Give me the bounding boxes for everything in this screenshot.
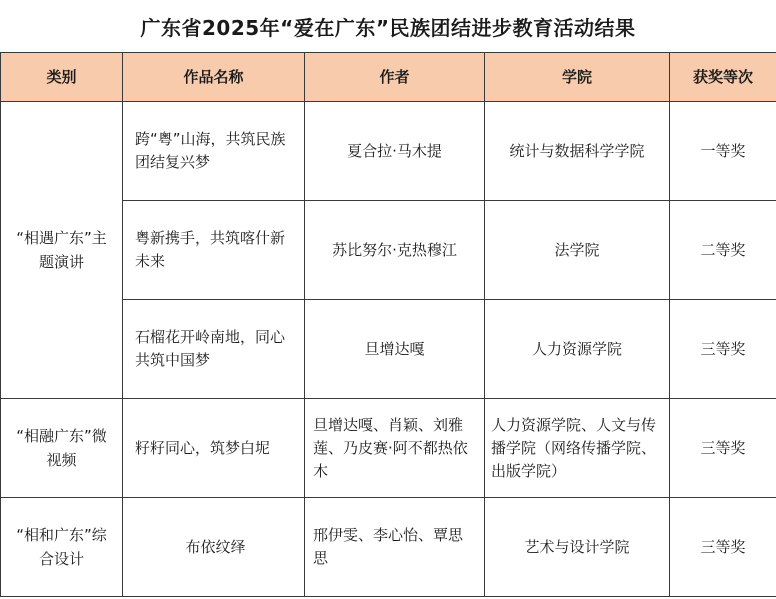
header-award: 获奖等次: [670, 53, 776, 102]
author-cell: 苏比努尔·克热穆江: [305, 201, 485, 300]
author-cell: 旦增达嘎、肖颖、刘雅莲、乃皮赛·阿不都热依木: [305, 399, 485, 498]
work-cell: 石榴花开岭南地，同心共筑中国梦: [123, 300, 305, 399]
author-cell: 邢伊雯、李心怡、覃思思: [305, 498, 485, 597]
author-cell: 夏合拉·马木提: [305, 102, 485, 201]
work-cell: 粤新携手，共筑喀什新未来: [123, 201, 305, 300]
award-cell: 一等奖: [670, 102, 776, 201]
award-cell: 二等奖: [670, 201, 776, 300]
results-table: [0, 52, 776, 597]
category-cell: “相和广东”综合设计: [1, 498, 123, 597]
table-row: [1, 498, 776, 597]
table-row: [1, 102, 776, 201]
table-header-row: [1, 53, 776, 102]
header-school: 学院: [485, 53, 670, 102]
header-category: 类别: [1, 53, 123, 102]
page-title: 广东省2025年“爱在广东”民族团结进步教育活动结果: [140, 15, 636, 40]
work-cell: 布依纹绎: [123, 498, 305, 597]
award-cell: 三等奖: [670, 498, 776, 597]
author-cell: 旦增达嘎: [305, 300, 485, 399]
category-cell: “相融广东”微视频: [1, 399, 123, 498]
work-cell: 籽籽同心，筑梦白坭: [123, 399, 305, 498]
school-cell: 人力资源学院: [485, 300, 670, 399]
header-work: 作品名称: [123, 53, 305, 102]
school-cell: 统计与数据科学学院: [485, 102, 670, 201]
category-cell: “相遇广东”主题演讲: [1, 102, 123, 399]
school-cell: 人力资源学院、人文与传播学院（网络传播学院、出版学院）: [485, 399, 670, 498]
work-cell: 跨“粤”山海，共筑民族团结复兴梦: [123, 102, 305, 201]
school-cell: 法学院: [485, 201, 670, 300]
table-row: [1, 399, 776, 498]
header-author: 作者: [305, 53, 485, 102]
award-cell: 三等奖: [670, 300, 776, 399]
school-cell: 艺术与设计学院: [485, 498, 670, 597]
award-cell: 三等奖: [670, 399, 776, 498]
